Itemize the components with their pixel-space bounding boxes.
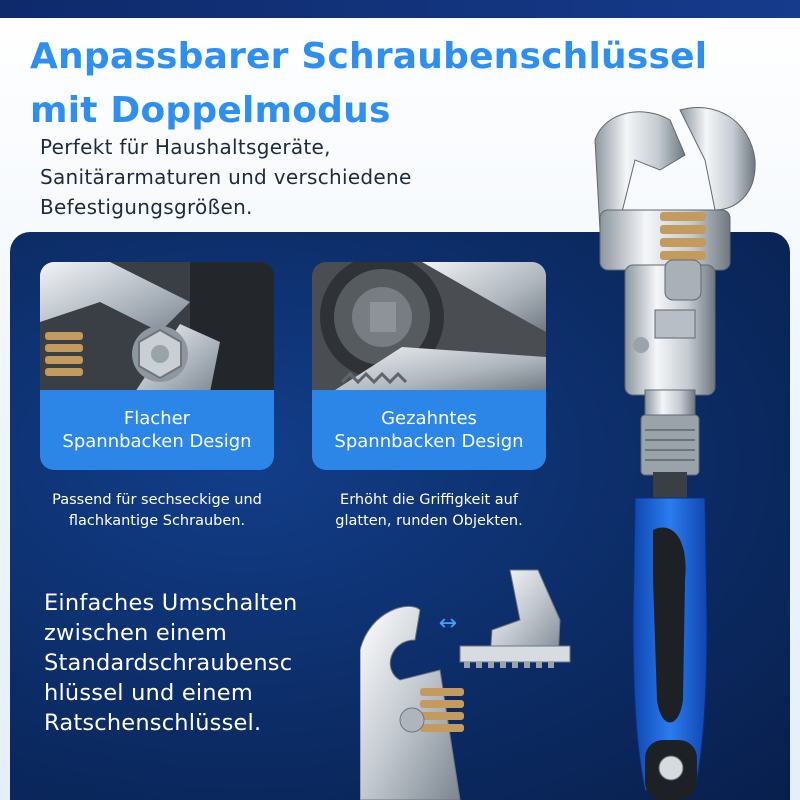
mode-switch-text: Einfaches Umschalten zwischen einem Standardschraubensc hlüssel und einem Ratschenschlüssel. xyxy=(44,590,298,736)
top-bar xyxy=(0,0,800,18)
feature-description: Erhöht die Griffigkeit auf glatten, runden Objekten. xyxy=(335,492,523,529)
feature-description: Passend für sechseckige und flachkantige Schrauben. xyxy=(52,492,262,529)
feature-caption: Flacher Spannbacken Design xyxy=(40,390,274,470)
page-subtitle: Perfekt für Haushaltsgeräte, Sanitärarmaturen und verschiedene Befestigungsgrößen. xyxy=(40,135,412,219)
page-title: Anpassbarer Schraubenschlüssel mit Doppelmodus xyxy=(30,36,708,131)
feature-card-serrated-jaw xyxy=(312,262,546,470)
feature-caption: Gezahntes Spannbacken Design xyxy=(312,390,546,470)
flat-jaw-photo xyxy=(40,262,274,392)
wrench-product-image xyxy=(575,100,780,800)
switch-arrows-icon: ↔ xyxy=(438,611,458,636)
serrated-jaw-photo xyxy=(312,262,546,392)
jaw-swap-illustration xyxy=(360,560,600,800)
feature-card-flat-jaw xyxy=(40,262,274,470)
